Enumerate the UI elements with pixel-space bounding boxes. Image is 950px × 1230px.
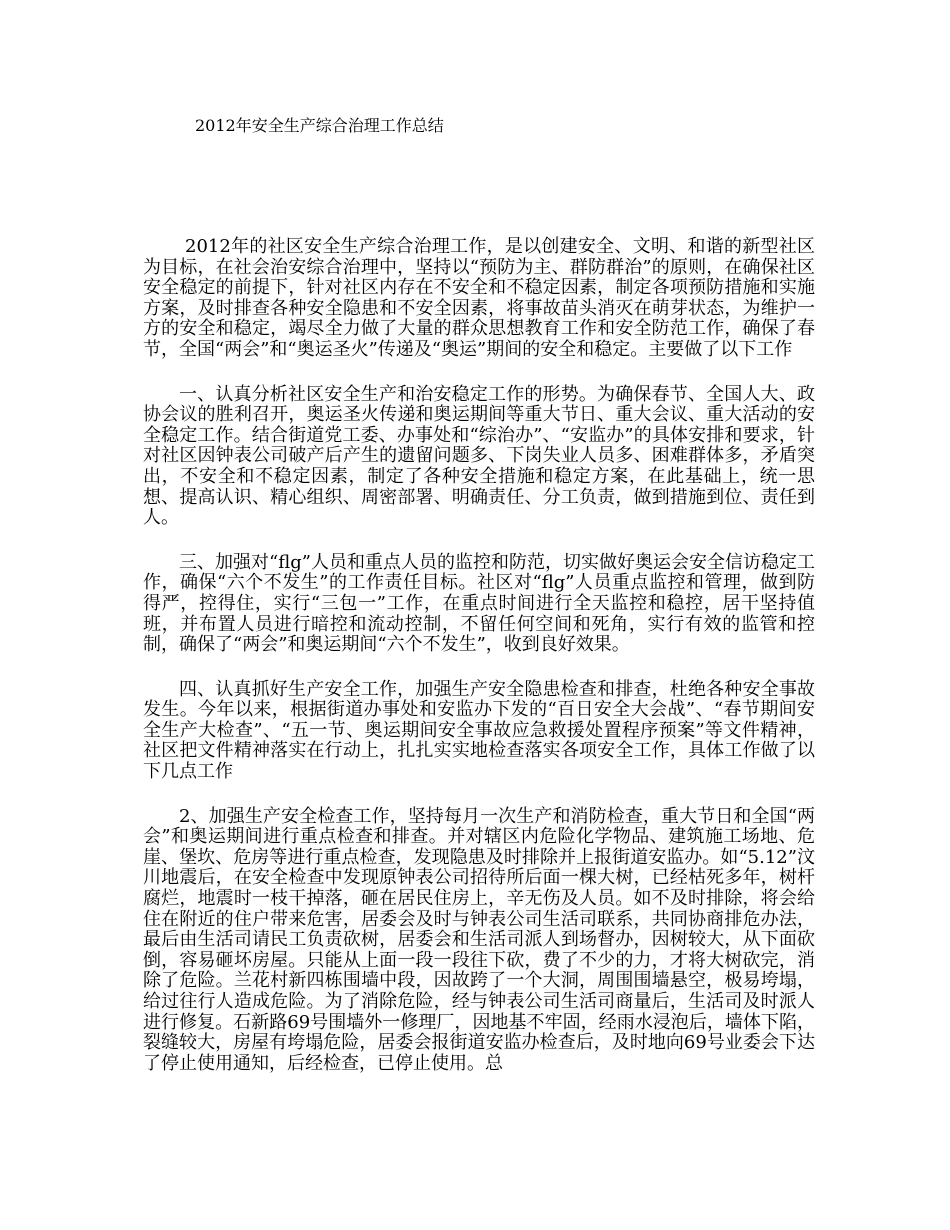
document-body	[143, 237, 815, 1074]
document-title: 2012年安全生产综合治理工作总结	[195, 116, 444, 135]
paragraph-item-two: 2、加强生产安全检查工作，坚持每月一次生产和消防检查，重大节日和全国“两会”和奥运期间进行重点检查和排查。并对辖区内危险化学物品、建筑施工场地、危崖、堡坎、危房等进行重点检查，发现隐患及时排除并上报街道安监办。如“5.12”汶川地震后，在安全检查中发现原钟表公司招待所后面一棵大树，已经枯死多年，树杆腐烂，地震时一枝干掉落，砸在居民住房上，辛无伤及人员。如不及时排除，将会给住在附近的住户带来危害，居委会及时与钟表公司生活司联系，共同协商排危办法，最后由生活司请民工负责砍树，居委会和生活司派人到场督办，因树较大，从下面砍倒，容易砸坏房屋。只能从上面一段一段往下砍，费了不少的力，才将大树砍完，消除了危险。兰花村新四栋围墙中段，因故跨了一个大洞，周围围墙悬空，极易垮塌，给过往行人造成危险。为了消除危险，经与钟表公司生活司商量后，生活司及时派人进行修复。石新路69号围墙外一修理厂，因地基不牢固，经雨水浸泡后，墙体下陷，裂缝较大，房屋有垮塌危险，居委会报街道安监办检查后，及时地向69号业委会下达了停止使用通知，后经检查，已停止使用。总	[143, 805, 815, 1074]
paragraph-intro: 2012年的社区安全生产综合治理工作，是以创建安全、文明、和谐的新型社区为目标，在社会治安综合治理中，坚持以“预防为主、群防群治”的原则，在确保社区安全稳定的前提下，针对社区内存在不安全和不稳定因素，制定各项预防措施和实施方案，及时排查各种安全隐患和不安全因素，将事故苗头消灭在萌芽状态，为维护一方的安全和稳定，竭尽全力做了大量的群众思想教育工作和安全防范工作，确保了春节，全国“两会”和“奥运圣火”传递及“奥运”期间的安全和稳定。主要做了以下工作	[143, 236, 815, 360]
paragraph-section-one: 一、认真分析社区安全生产和治安稳定工作的形势。为确保春节、全国人大、政协会议的胜利召开，奥运圣火传递和奥运期间等重大节日、重大会议、重大活动的安全稳定工作。结合街道党工委、办事处和“综治办”、“安监办”的具体安排和要求，针对社区因钟表公司破产后产生的遗留问题多、下岗失业人员多、困难群体多，矛盾突出，不安全和不稳定因素，制定了各种安全措施和稳定方案，在此基础上，统一思想、提高认识、精心组织、周密部署、明确责任、分工负责，做到措施到位、责任到人。	[143, 383, 815, 529]
paragraph-section-three: 三、加强对“flg”人员和重点人员的监控和防范，切实做好奥运会安全信访稳定工作，确保“六个不发生”的工作责任目标。社区对“flg”人员重点监控和管理，做到防得严，控得住，实行“三包一”工作，在重点时间进行全天监控和稳控，居干坚持值班，并布置人员进行暗控和流动控制，不留任何空间和死角，实行有效的监管和控制，确保了“两会”和奥运期间“六个不发生”，收到良好效果。	[143, 551, 815, 656]
paragraph-section-four: 四、认真抓好生产安全工作，加强生产安全隐患检查和排查，杜绝各种安全事故发生。今年以来，根据街道办事处和安监办下发的“百日安全大会战”、“春节期间安全生产大检查”、“五一节、奥运期间安全事故应急救援处置程序预案”等文件精神，社区把文件精神落实在行动上，扎扎实实地检查落实各项安全工作，具体工作做了以下几点工作	[143, 678, 815, 783]
